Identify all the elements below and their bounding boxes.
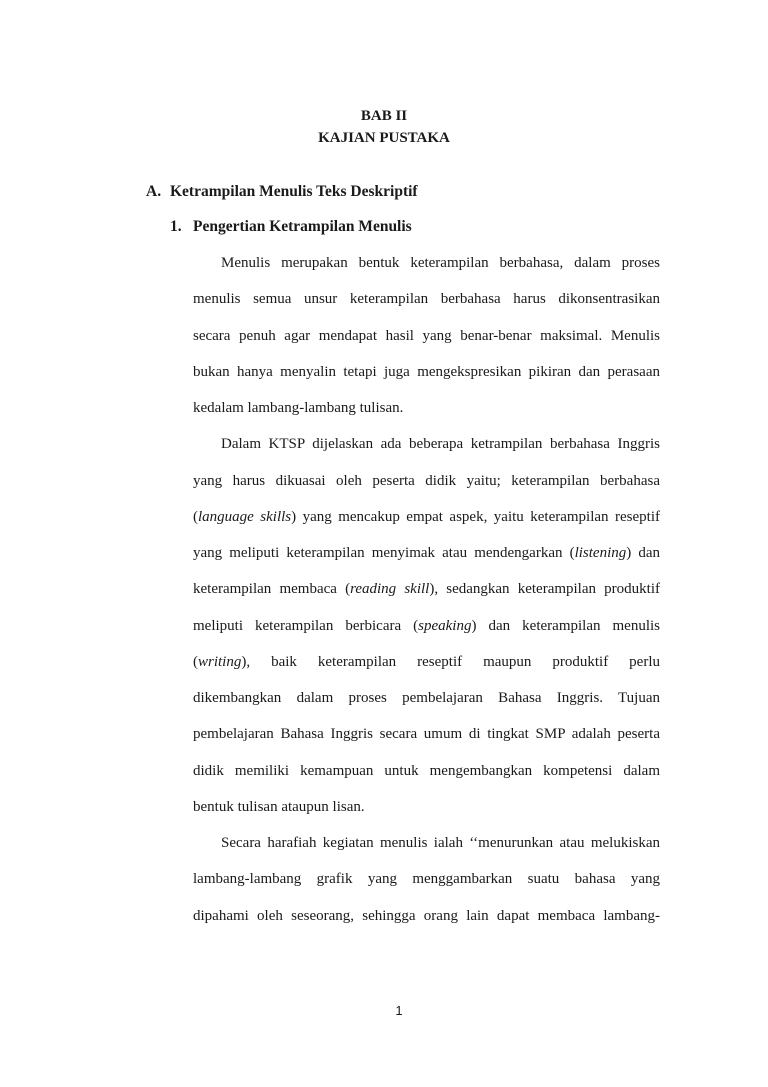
text-line <box>221 254 660 272</box>
text-line <box>193 617 660 635</box>
text-line <box>221 435 660 453</box>
text-segment: ) dan <box>626 545 660 561</box>
chapter-number: BAB II <box>360 108 408 124</box>
text-segment: meliputi keterampilan berbicara ( <box>193 618 419 634</box>
text-segment: keterampilan membaca ( <box>193 581 351 597</box>
italic-term: speaking <box>418 618 472 634</box>
text-segment: dipahami oleh seseorang, sehingga orang lain dapat membaca lambang- <box>193 908 660 924</box>
text-line <box>193 290 660 308</box>
text-segment: bentuk tulisan ataupun lisan. <box>193 799 365 815</box>
text-line <box>193 544 660 562</box>
text-segment: yang harus dikuasai oleh peserta didik yaitu; keterampilan berbahasa <box>193 473 660 489</box>
text-line <box>193 472 660 490</box>
subsection-marker: 1. <box>170 218 182 235</box>
section-heading: Ketrampilan Menulis Teks Deskriptif <box>170 183 418 200</box>
text-segment: ( <box>193 654 198 670</box>
text-line <box>193 363 660 381</box>
text-line <box>193 580 660 598</box>
text-segment: yang meliputi keterampilan menyimak atau mendengarkan ( <box>193 545 575 561</box>
text-line <box>193 725 660 743</box>
text-line <box>193 798 660 816</box>
text-line <box>193 653 660 671</box>
text-segment: ) dan keterampilan menulis <box>471 618 661 634</box>
text-segment: ), sedangkan keterampilan produktif <box>429 581 660 597</box>
text-segment: lambang-lambang grafik yang menggambarkan suatu bahasa yang <box>193 871 660 887</box>
text-line <box>193 399 660 417</box>
text-line <box>193 508 660 526</box>
text-line <box>221 834 660 852</box>
section-marker: A. <box>146 183 162 200</box>
subsection-heading: Pengertian Ketrampilan Menulis <box>193 218 412 235</box>
italic-term: reading skill <box>350 581 430 597</box>
text-segment: didik memiliki kemampuan untuk mengembangkan kompetensi dalam <box>193 763 660 779</box>
chapter-title: KAJIAN PUSTAKA <box>318 130 450 146</box>
text-segment: ), baik keterampilan reseptif maupun produktif perlu <box>241 654 660 670</box>
italic-term: writing <box>198 654 242 670</box>
page-number: 1 <box>395 1003 403 1018</box>
text-line <box>193 762 660 780</box>
text-segment: menulis semua unsur keterampilan berbahasa harus dikonsentrasikan <box>193 291 660 307</box>
text-line <box>193 870 660 888</box>
text-line <box>193 327 660 345</box>
text-segment: secara penuh agar mendapat hasil yang benar-benar maksimal. Menulis <box>193 328 660 344</box>
text-segment: kedalam lambang-lambang tulisan. <box>193 400 404 416</box>
text-segment: ) yang mencakup empat aspek, yaitu keterampilan reseptif <box>291 509 660 525</box>
text-segment: pembelajaran Bahasa Inggris secara umum di tingkat SMP adalah peserta <box>193 726 660 742</box>
text-line <box>193 907 660 925</box>
text-segment: bukan hanya menyalin tetapi juga mengekspresikan pikiran dan perasaan <box>193 364 660 380</box>
text-segment: ( <box>193 509 198 525</box>
text-segment: Secara harafiah kegiatan menulis ialah ‘‘menurunkan atau melukiskan <box>221 835 660 851</box>
text-segment: Menulis merupakan bentuk keterampilan berbahasa, dalam proses <box>221 255 660 271</box>
text-segment: Dalam KTSP dijelaskan ada beberapa ketrampilan berbahasa Inggris <box>221 436 660 452</box>
italic-term: language skills <box>198 509 292 525</box>
italic-term: listening <box>574 545 627 561</box>
text-segment: dikembangkan dalam proses pembelajaran Bahasa Inggris. Tujuan <box>193 690 660 706</box>
text-line <box>193 689 660 707</box>
